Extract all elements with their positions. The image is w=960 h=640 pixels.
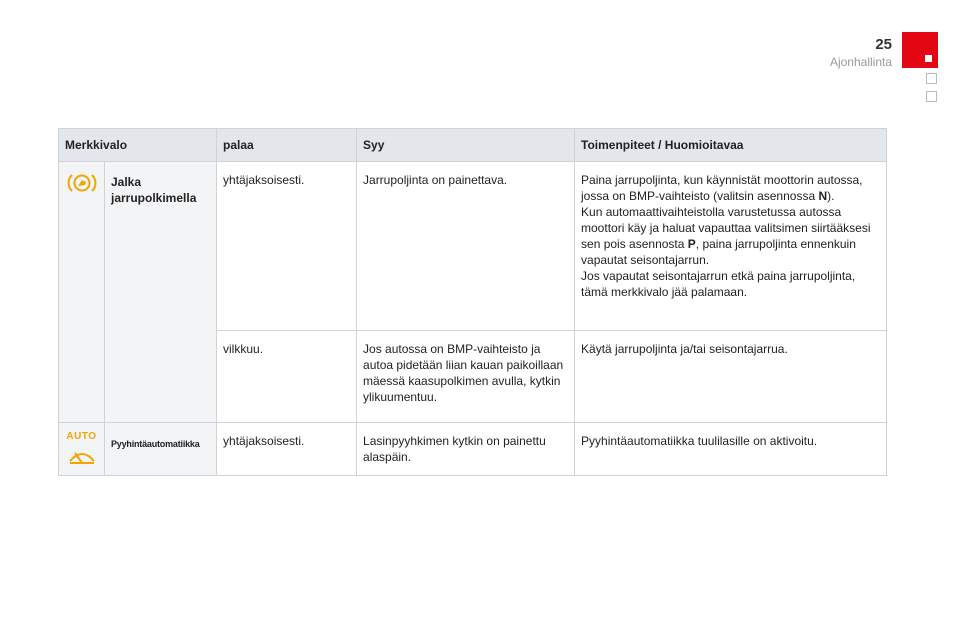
action-text: Jos vapautat seisontajarrun etkä paina jarrupoljinta, tämä merkkivalo jää palamaan. <box>581 269 856 299</box>
action-cell: Käytä jarrupoljinta ja/tai seisontajarrua. <box>575 331 887 423</box>
column-header-cause: Syy <box>357 129 575 162</box>
icon-cell-auto-wiper <box>59 423 105 476</box>
page-number: 25 <box>875 36 892 53</box>
chapter-outline-square-2 <box>926 91 937 102</box>
table-row <box>59 423 887 476</box>
action-text: ). <box>827 189 835 203</box>
state-cell: vilkkuu. <box>217 331 357 423</box>
chapter-outline-square-1 <box>926 73 937 84</box>
cause-cell: Jos autossa on BMP-vaihteisto ja autoa pidetään liian kauan paikoillaan mäessä kaasupolkimen avulla, kytkin ylikuumentuu. <box>357 331 575 423</box>
foot-brake-warning-icon <box>67 172 97 194</box>
auto-label: AUTO <box>66 431 97 442</box>
column-header-state: palaa <box>217 129 357 162</box>
cause-cell: Jarrupoljinta on painettava. <box>357 162 575 331</box>
chapter-marker <box>902 32 938 68</box>
action-text: Kun automaattivaihteistolla varustetussa autossa moottori käy ja haluat vapauttaa valitsimen siirtääksesi sen pois asennosta <box>581 205 871 251</box>
state-cell: yhtäjaksoisesti. <box>217 423 357 476</box>
action-cell: Pyyhintäautomatiikka tuulilasille on aktivoitu. <box>575 423 887 476</box>
action-cell <box>575 162 887 331</box>
action-gear-n: N <box>818 189 828 203</box>
icon-cell-foot-brake <box>59 162 105 423</box>
cause-cell: Lasinpyyhkimen kytkin on painettu alaspäin. <box>357 423 575 476</box>
action-gear-p: P <box>687 237 696 251</box>
chapter-marker-dot <box>925 55 932 62</box>
warning-name-auto-wiper <box>105 423 217 476</box>
table-row <box>59 162 887 331</box>
auto-wiper-icon <box>68 447 96 465</box>
column-header-warning-light: Merkkivalo <box>59 129 217 162</box>
column-header-action: Toimenpiteet / Huomioitavaa <box>575 129 887 162</box>
action-text: , paina jarrupoljinta ennenkuin vapautat seisontajarrun. <box>581 237 856 267</box>
warning-name-foot-brake: Jalka jarrupolkimella <box>105 162 217 423</box>
warning-lights-table <box>58 128 887 476</box>
table-header-row <box>59 129 887 162</box>
section-title: Ajonhallinta <box>829 55 892 69</box>
action-text: Paina jarrupoljinta, kun käynnistät moottorin autossa, jossa on BMP-vaihteisto (valitsin asennossa <box>581 173 863 203</box>
warning-name-auto-wiper-text: Pyyhintäautomatiikka <box>111 439 200 449</box>
state-cell: yhtäjaksoisesti. <box>217 162 357 331</box>
